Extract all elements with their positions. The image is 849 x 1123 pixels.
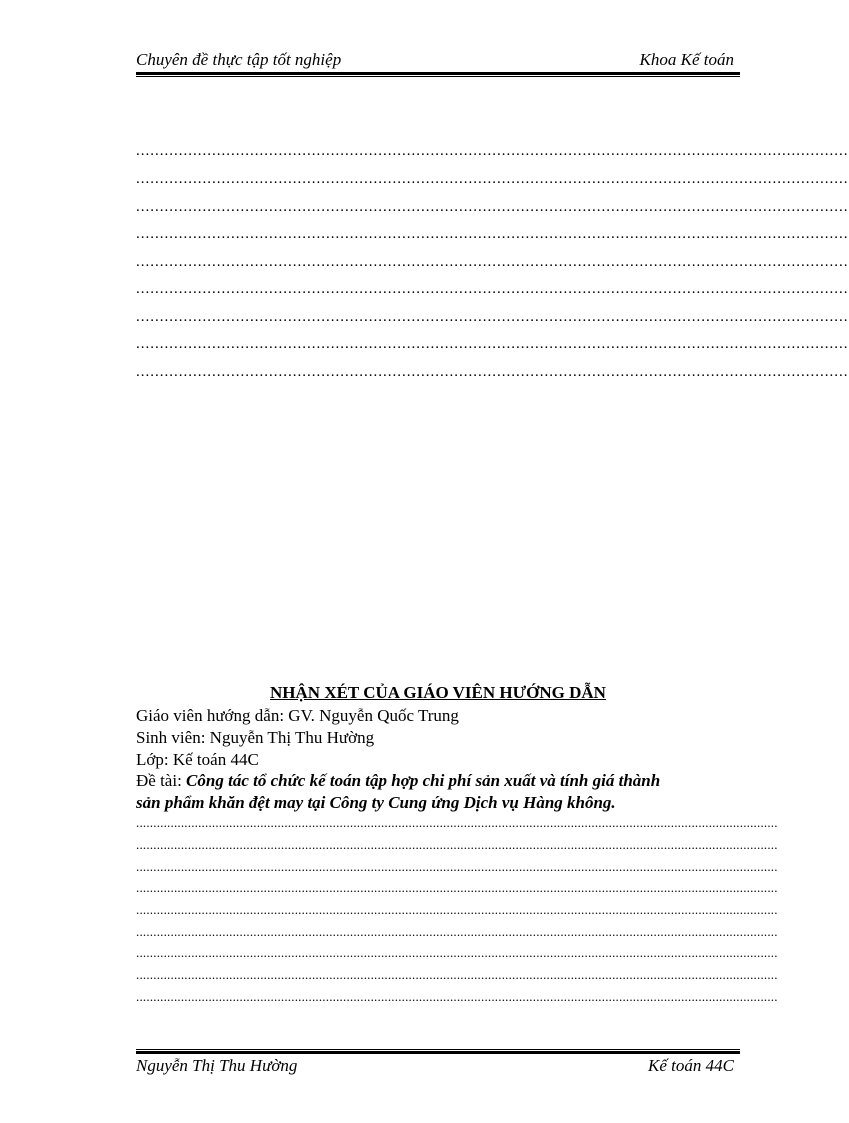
dotted-line: ..........................................................................................................................................................................................: [136, 902, 778, 917]
supervisor-line: Giáo viên hướng dẫn: GV. Nguyễn Quốc Trung: [136, 706, 459, 725]
topic-title-part1: Công tác tổ chức kế toán tập hợp chi phí sản xuất và tính giá thành: [186, 771, 661, 790]
student-line: Sinh viên: Nguyễn Thị Thu Hường: [136, 728, 375, 747]
footer-class: Kế toán 44C: [648, 1056, 734, 1075]
footer-author: Nguyễn Thị Thu Hường: [136, 1056, 298, 1075]
header-department: Khoa Kế toán: [639, 50, 734, 69]
dotted-line: ..........................................................................................................................................................................................: [136, 859, 778, 874]
header-title: Chuyên đề thực tập tốt nghiệp: [136, 50, 342, 69]
topic-line: [136, 771, 660, 791]
topic-title-part2: sản phẩm khăn đệt may tại Công ty Cung ứng Dịch vụ Hàng không.: [136, 793, 616, 812]
dotted-line: ......................................................................................................................................................: [136, 364, 849, 380]
dotted-line: ..........................................................................................................................................................................................: [136, 945, 778, 960]
dotted-line: ......................................................................................................................................................: [136, 336, 849, 352]
page-header: [136, 50, 738, 70]
dotted-line: ......................................................................................................................................................: [136, 281, 849, 297]
dotted-line: ..........................................................................................................................................................................................: [136, 815, 778, 830]
dotted-line: ..........................................................................................................................................................................................: [136, 989, 778, 1004]
review-title: NHẬN XÉT CỦA GIÁO VIÊN HƯỚNG DẪN: [270, 683, 606, 702]
dotted-line: ......................................................................................................................................................: [136, 254, 849, 270]
topic-label: Đề tài:: [136, 771, 187, 790]
dotted-line: ..........................................................................................................................................................................................: [136, 967, 778, 982]
class-line: Lớp: Kế toán 44C: [136, 750, 259, 769]
dotted-line: ......................................................................................................................................................: [136, 171, 849, 187]
dotted-line: ......................................................................................................................................................: [136, 309, 849, 325]
dotted-line: ..........................................................................................................................................................................................: [136, 880, 778, 895]
dotted-line: ..........................................................................................................................................................................................: [136, 924, 778, 939]
dotted-line: ......................................................................................................................................................: [136, 226, 849, 242]
footer-rule-thick: [136, 1051, 740, 1054]
header-rule-thin: [136, 76, 740, 77]
dotted-line: ..........................................................................................................................................................................................: [136, 837, 778, 852]
header-rule-thick: [136, 72, 740, 75]
dotted-line: ......................................................................................................................................................: [136, 199, 849, 215]
footer-rule-thin: [136, 1049, 740, 1050]
dotted-line: ......................................................................................................................................................: [136, 143, 849, 159]
page-footer: [136, 1056, 738, 1076]
